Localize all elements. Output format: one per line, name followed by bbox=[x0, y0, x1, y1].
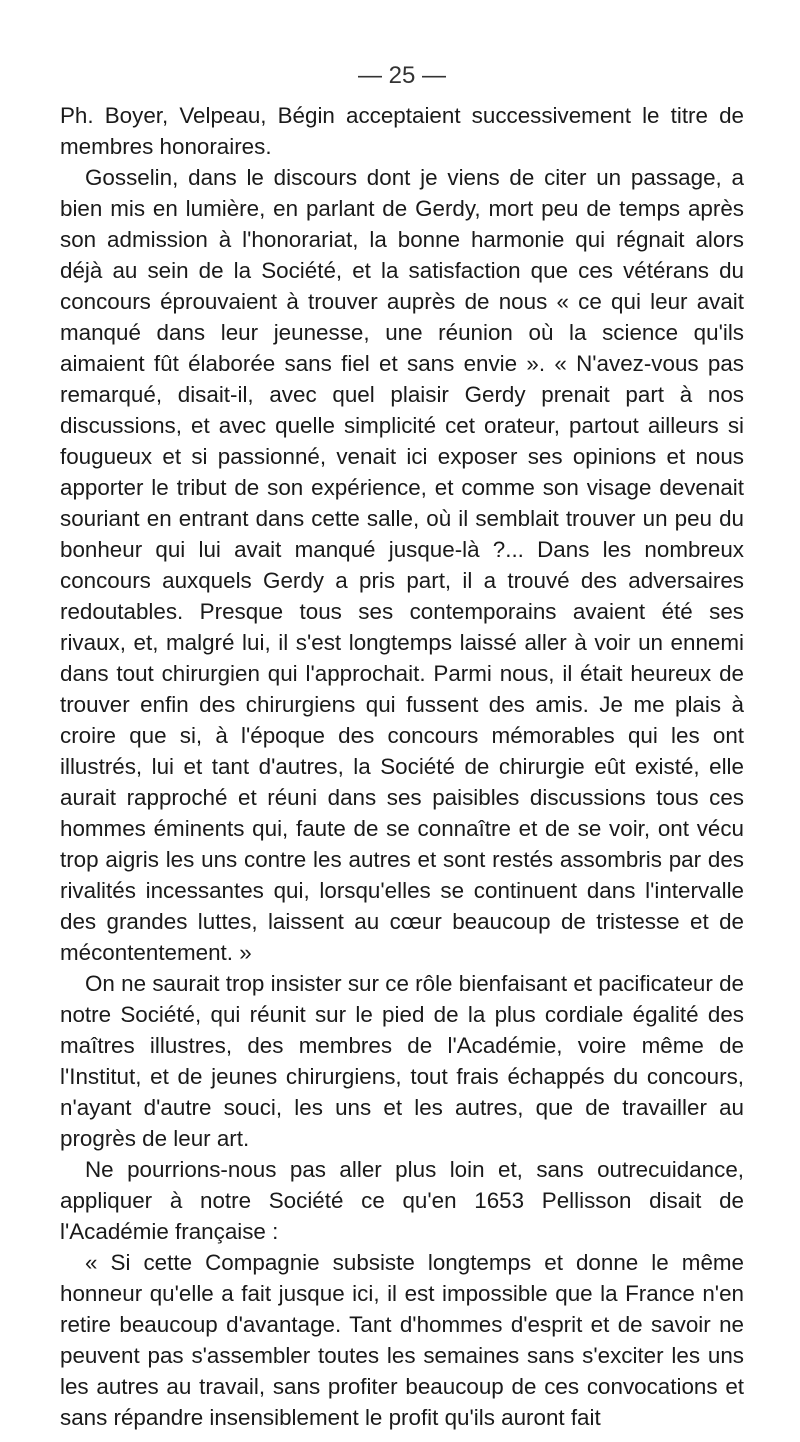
paragraph-pacifying-role: On ne saurait trop insister sur ce rôle bienfaisant et pacificateur de notre Société, qui réunit sur le pied de la plus cordiale égalité des maîtres illustres, des membres de l'Académie, voire même de l'Institut, et de jeunes chirurgiens, tout frais échappés du concours, n'ayant d'autre souci, les uns et les autres, que de travailler au progrès de leur art. bbox=[60, 971, 744, 1151]
paragraph-honorary-members: Ph. Boyer, Velpeau, Bégin acceptaient successivement le titre de membres honoraires. bbox=[60, 103, 744, 159]
page-number: — 25 — bbox=[357, 62, 447, 89]
paragraph-gosselin-discourse: Gosselin, dans le discours dont je viens de citer un passage, a bien mis en lumière, en parlant de Gerdy, mort peu de temps après son admission à l'honorariat, la bonne harmonie qui régnait alors déjà au sein de la Société, et la satisfaction que ces vétérans du concours éprouvaient à trouver auprès de nous « ce qui leur avait manqué dans leur jeunesse, une réunion où la science qu'ils aimaient fût élaborée sans fiel et sans envie ». « N'avez-vous pas remarqué, disait-il, avec quel plaisir Gerdy prenait part à nos discussions, et avec quelle simplicité cet orateur, partout ailleurs si fougueux et si passionné, venait ici exposer ses opinions et nous apporter le tribut de son expérience, et comme son visage devenait souriant en entrant dans cette salle, où il semblait trouver un peu du bonheur qui lui avait manqué jusque-là ?... Dans les nombreux concours auxquels Gerdy a pris part, il a trouvé des adversaires redoutables. Presque tous ses contemporains avaient été ses rivaux, et, malgré lui, il s'est longtemps laissé aller à voir un ennemi dans tout chirurgien qui l'approchait. Parmi nous, il était heureux de trouver enfin des chirurgiens qui fussent des amis. Je me plais à croire que si, à l'époque des concours mémorables qui les ont illustrés, lui et tant d'autres, la Société de chirurgie eût existé, elle aurait rapproché et réuni dans ses paisibles discussions tous ces hommes éminents qui, faute de se connaître et de se voir, ont vécu trop aigris les uns contre les autres et sont restés assombris par des rivalités incessantes qui, lorsqu'elles se continuent dans l'intervalle des grandes luttes, laissent au cœur beaucoup de tristesse et de mécontentement. » bbox=[60, 165, 744, 965]
paragraph-pellisson-quote: « Si cette Compagnie subsiste longtemps et donne le même honneur qu'elle a fait jusque ici, il est impossible que la France n'en retire beaucoup d'avantage. Tant d'hommes d'esprit et de savoir ne peuvent pas s'assembler toutes les semaines sans s'exciter les uns les autres au travail, sans profiter beaucoup de ces convocations et sans répandre insensiblement le profit qu'ils auront fait bbox=[60, 1250, 744, 1430]
document-page bbox=[60, 60, 744, 1433]
paragraph-pellisson-question: Ne pourrions-nous pas aller plus loin et, sans outrecuidance, appliquer à notre Société ce qu'en 1653 Pellisson disait de l'Académie française : bbox=[60, 1157, 744, 1244]
